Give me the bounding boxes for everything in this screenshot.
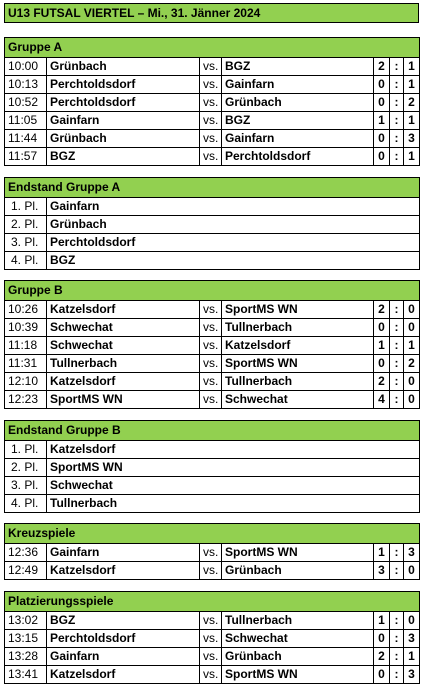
away-team: Grünbach xyxy=(222,562,374,580)
home-team: Gainfarn xyxy=(47,544,200,562)
home-team: BGZ xyxy=(47,148,200,166)
standing-rank: 2. Pl. xyxy=(5,216,47,234)
standing-team: BGZ xyxy=(47,252,420,270)
match-time: 13:41 xyxy=(5,666,47,684)
away-score: 0 xyxy=(404,612,420,630)
away-score: 2 xyxy=(404,94,420,112)
match-row xyxy=(5,544,420,562)
home-score: 0 xyxy=(374,319,390,337)
match-time: 10:00 xyxy=(5,58,47,76)
away-score: 3 xyxy=(404,630,420,648)
match-row xyxy=(5,76,420,94)
vs-label: vs. xyxy=(200,612,222,630)
match-row xyxy=(5,648,420,666)
away-score: 0 xyxy=(404,301,420,319)
match-time: 11:44 xyxy=(5,130,47,148)
score-separator: : xyxy=(390,562,404,580)
match-row xyxy=(5,337,420,355)
match-time: 11:05 xyxy=(5,112,47,130)
match-time: 11:57 xyxy=(5,148,47,166)
match-row xyxy=(5,612,420,630)
group-a-table xyxy=(4,37,419,166)
score-separator: : xyxy=(390,94,404,112)
standing-rows xyxy=(5,198,420,270)
away-score: 0 xyxy=(404,373,420,391)
away-score: 0 xyxy=(404,562,420,580)
standing-row xyxy=(5,252,420,270)
home-team: Grünbach xyxy=(47,58,200,76)
group-b-table xyxy=(4,280,419,409)
away-team: SportMS WN xyxy=(222,301,374,319)
vs-label: vs. xyxy=(200,337,222,355)
score-separator: : xyxy=(390,76,404,94)
match-row xyxy=(5,630,420,648)
vs-label: vs. xyxy=(200,648,222,666)
standing-team: Katzelsdorf xyxy=(47,441,420,459)
home-score: 3 xyxy=(374,562,390,580)
home-score: 2 xyxy=(374,648,390,666)
match-rows xyxy=(5,58,420,166)
home-team: Perchtoldsdorf xyxy=(47,94,200,112)
home-score: 2 xyxy=(374,301,390,319)
match-row xyxy=(5,130,420,148)
standing-team: Gainfarn xyxy=(47,198,420,216)
home-score: 2 xyxy=(374,58,390,76)
home-score: 0 xyxy=(374,630,390,648)
home-team: Tullnerbach xyxy=(47,355,200,373)
match-time: 11:31 xyxy=(5,355,47,373)
match-time: 13:15 xyxy=(5,630,47,648)
away-score: 2 xyxy=(404,355,420,373)
standing-row xyxy=(5,216,420,234)
home-score: 1 xyxy=(374,544,390,562)
score-separator: : xyxy=(390,355,404,373)
page-title: U13 FUTSAL VIERTEL – Mi., 31. Jänner 2024 xyxy=(4,3,419,23)
match-row xyxy=(5,562,420,580)
section-header: Gruppe A xyxy=(5,38,420,58)
standing-rank: 2. Pl. xyxy=(5,459,47,477)
standing-row xyxy=(5,234,420,252)
vs-label: vs. xyxy=(200,319,222,337)
standing-row xyxy=(5,441,420,459)
vs-label: vs. xyxy=(200,301,222,319)
vs-label: vs. xyxy=(200,58,222,76)
away-team: SportMS WN xyxy=(222,355,374,373)
vs-label: vs. xyxy=(200,544,222,562)
match-rows xyxy=(5,301,420,409)
vs-label: vs. xyxy=(200,94,222,112)
match-time: 10:52 xyxy=(5,94,47,112)
match-row xyxy=(5,148,420,166)
away-score: 3 xyxy=(404,666,420,684)
score-separator: : xyxy=(390,148,404,166)
standing-team: Tullnerbach xyxy=(47,495,420,513)
away-team: Gainfarn xyxy=(222,130,374,148)
away-team: Schwechat xyxy=(222,630,374,648)
standing-team: Perchtoldsdorf xyxy=(47,234,420,252)
away-team: BGZ xyxy=(222,112,374,130)
score-separator: : xyxy=(390,319,404,337)
match-time: 10:13 xyxy=(5,76,47,94)
match-row xyxy=(5,94,420,112)
home-score: 4 xyxy=(374,391,390,409)
section-header: Endstand Gruppe B xyxy=(5,421,420,441)
away-team: Katzelsdorf xyxy=(222,337,374,355)
vs-label: vs. xyxy=(200,148,222,166)
section-header: Platzierungsspiele xyxy=(5,592,420,612)
away-score: 1 xyxy=(404,58,420,76)
vs-label: vs. xyxy=(200,130,222,148)
score-separator: : xyxy=(390,630,404,648)
vs-label: vs. xyxy=(200,630,222,648)
home-team: Schwechat xyxy=(47,337,200,355)
away-team: Tullnerbach xyxy=(222,373,374,391)
match-row xyxy=(5,319,420,337)
score-separator: : xyxy=(390,391,404,409)
away-score: 1 xyxy=(404,76,420,94)
standings-b-table xyxy=(4,420,419,513)
away-team: SportMS WN xyxy=(222,666,374,684)
home-team: Gainfarn xyxy=(47,648,200,666)
score-separator: : xyxy=(390,648,404,666)
standing-rank: 1. Pl. xyxy=(5,198,47,216)
match-time: 13:28 xyxy=(5,648,47,666)
vs-label: vs. xyxy=(200,666,222,684)
standing-team: Schwechat xyxy=(47,477,420,495)
match-time: 12:23 xyxy=(5,391,47,409)
match-rows xyxy=(5,612,420,684)
standing-row xyxy=(5,495,420,513)
away-score: 3 xyxy=(404,130,420,148)
standing-row xyxy=(5,477,420,495)
away-score: 1 xyxy=(404,337,420,355)
score-separator: : xyxy=(390,544,404,562)
away-team: Schwechat xyxy=(222,391,374,409)
match-rows xyxy=(5,544,420,580)
away-team: SportMS WN xyxy=(222,544,374,562)
home-score: 0 xyxy=(374,666,390,684)
away-score: 0 xyxy=(404,391,420,409)
standing-rank: 3. Pl. xyxy=(5,477,47,495)
match-time: 13:02 xyxy=(5,612,47,630)
score-separator: : xyxy=(390,112,404,130)
match-row xyxy=(5,373,420,391)
standing-row xyxy=(5,459,420,477)
home-team: Schwechat xyxy=(47,319,200,337)
away-score: 1 xyxy=(404,112,420,130)
match-row xyxy=(5,301,420,319)
away-team: Perchtoldsdorf xyxy=(222,148,374,166)
vs-label: vs. xyxy=(200,373,222,391)
section-header: Endstand Gruppe A xyxy=(5,178,420,198)
away-team: Grünbach xyxy=(222,648,374,666)
section-header: Gruppe B xyxy=(5,281,420,301)
home-score: 1 xyxy=(374,337,390,355)
score-separator: : xyxy=(390,666,404,684)
crossover-table xyxy=(4,523,419,580)
match-row xyxy=(5,112,420,130)
away-team: Tullnerbach xyxy=(222,319,374,337)
score-separator: : xyxy=(390,58,404,76)
standing-rank: 3. Pl. xyxy=(5,234,47,252)
away-score: 1 xyxy=(404,148,420,166)
score-separator: : xyxy=(390,612,404,630)
home-team: BGZ xyxy=(47,612,200,630)
home-score: 0 xyxy=(374,148,390,166)
section-header: Kreuzspiele xyxy=(5,524,420,544)
match-time: 12:49 xyxy=(5,562,47,580)
match-time: 10:39 xyxy=(5,319,47,337)
score-separator: : xyxy=(390,130,404,148)
home-team: Katzelsdorf xyxy=(47,301,200,319)
home-team: Grünbach xyxy=(47,130,200,148)
home-team: Gainfarn xyxy=(47,112,200,130)
home-team: Katzelsdorf xyxy=(47,373,200,391)
home-score: 1 xyxy=(374,112,390,130)
home-team: Katzelsdorf xyxy=(47,562,200,580)
match-row xyxy=(5,355,420,373)
match-time: 12:10 xyxy=(5,373,47,391)
score-separator: : xyxy=(390,337,404,355)
home-score: 1 xyxy=(374,612,390,630)
home-team: Perchtoldsdorf xyxy=(47,76,200,94)
home-score: 0 xyxy=(374,355,390,373)
vs-label: vs. xyxy=(200,355,222,373)
home-team: SportMS WN xyxy=(47,391,200,409)
match-time: 10:26 xyxy=(5,301,47,319)
standing-rank: 4. Pl. xyxy=(5,495,47,513)
away-team: BGZ xyxy=(222,58,374,76)
standing-team: Grünbach xyxy=(47,216,420,234)
match-row xyxy=(5,666,420,684)
placement-table xyxy=(4,591,419,684)
standing-team: SportMS WN xyxy=(47,459,420,477)
score-separator: : xyxy=(390,301,404,319)
away-score: 1 xyxy=(404,648,420,666)
score-separator: : xyxy=(390,373,404,391)
standing-rows xyxy=(5,441,420,513)
vs-label: vs. xyxy=(200,112,222,130)
home-score: 0 xyxy=(374,94,390,112)
home-score: 2 xyxy=(374,373,390,391)
home-team: Perchtoldsdorf xyxy=(47,630,200,648)
vs-label: vs. xyxy=(200,391,222,409)
away-team: Tullnerbach xyxy=(222,612,374,630)
standing-rank: 4. Pl. xyxy=(5,252,47,270)
home-team: Katzelsdorf xyxy=(47,666,200,684)
match-row xyxy=(5,391,420,409)
standings-a-table xyxy=(4,177,419,270)
match-row xyxy=(5,58,420,76)
vs-label: vs. xyxy=(200,562,222,580)
home-score: 0 xyxy=(374,130,390,148)
match-time: 12:36 xyxy=(5,544,47,562)
match-time: 11:18 xyxy=(5,337,47,355)
standing-rank: 1. Pl. xyxy=(5,441,47,459)
vs-label: vs. xyxy=(200,76,222,94)
away-team: Grünbach xyxy=(222,94,374,112)
standing-row xyxy=(5,198,420,216)
away-score: 0 xyxy=(404,319,420,337)
home-score: 0 xyxy=(374,76,390,94)
away-score: 3 xyxy=(404,544,420,562)
away-team: Gainfarn xyxy=(222,76,374,94)
